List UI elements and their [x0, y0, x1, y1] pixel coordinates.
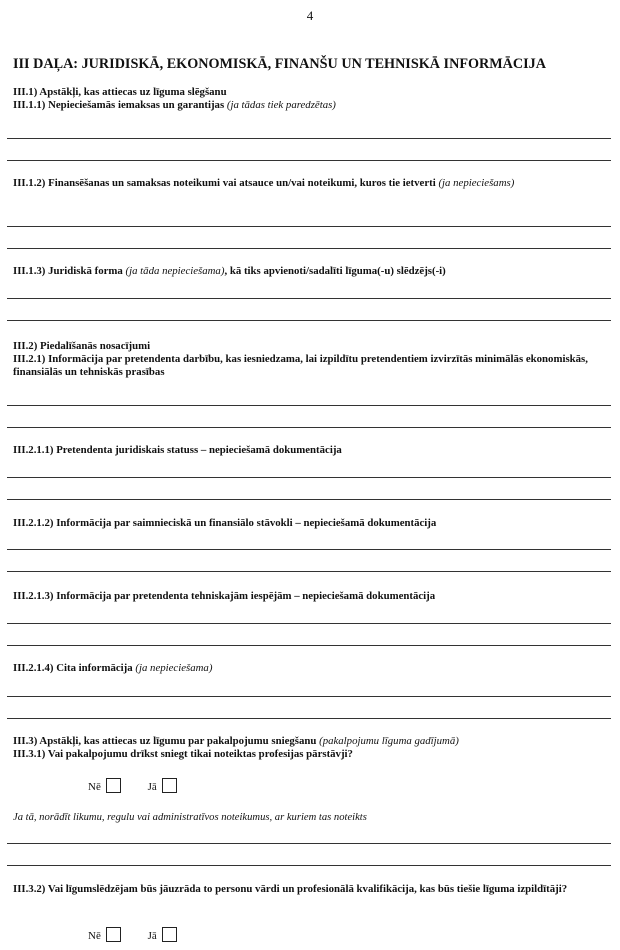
answer-line[interactable]: [7, 477, 611, 478]
section-III1-1-heading: III.1.1) Nepieciešamās iemaksas un garantijas (ja tādas tiek paredzētas): [13, 99, 336, 111]
answer-line[interactable]: [7, 696, 611, 697]
option-yes: Jā: [148, 927, 177, 942]
checkbox-yes[interactable]: [162, 778, 177, 793]
answer-line[interactable]: [7, 160, 611, 161]
option-no: Nē: [88, 778, 121, 793]
section-III2-heading: III.2) Piedalīšanās nosacījumi: [13, 340, 151, 352]
answer-line[interactable]: [7, 138, 611, 139]
answer-line[interactable]: [7, 571, 611, 572]
section-III1-heading: III.1) Apstākļi, kas attiecas uz līguma slēgšanu: [13, 86, 227, 98]
checkbox-no[interactable]: [106, 927, 121, 942]
III3-1-options: [88, 778, 177, 793]
section-III1-3-note: (ja tāda nepieciešama): [125, 265, 225, 277]
section-III3-1-hint: Ja tā, norādīt likumu, regulu vai administratīvos noteikumus, ar kuriem tas noteikts: [13, 812, 367, 823]
option-no: Nē: [88, 927, 121, 942]
section-III2-1-1-heading: III.2.1.1) Pretendenta juridiskais statuss – nepieciešamā dokumentācija: [13, 444, 342, 456]
part-title: III DAĻA: JURIDISKĀ, EKONOMISKĀ, FINANŠU UN TEHNISKĀ INFORMĀCIJA: [13, 56, 547, 72]
section-III1-2-note: (ja nepieciešams): [438, 177, 515, 189]
III3-2-options: [88, 927, 177, 942]
answer-line[interactable]: [7, 320, 611, 321]
section-III2-1-2-heading: III.2.1.2) Informācija par saimnieciskā un finansiālo stāvokli – nepieciešamā dokumentācija: [13, 517, 437, 529]
section-III1-2-heading: III.1.2) Finansēšanas un samaksas noteikumi vai atsauce un/vai noteikumi, kuros tie ietverti (ja nepieciešams): [13, 177, 515, 189]
checkbox-yes[interactable]: [162, 927, 177, 942]
answer-line[interactable]: [7, 405, 611, 406]
section-III3-1-heading: III.3.1) Vai pakalpojumu drīkst sniegt tikai noteiktas profesijas pārstāvji?: [13, 748, 353, 760]
section-III3-heading: III.3) Apstākļi, kas attiecas uz līgumu par pakalpojumu sniegšanu (pakalpojumu līguma gadījumā): [13, 735, 459, 747]
section-III2-1-4-note: (ja nepieciešama): [135, 662, 213, 674]
answer-line[interactable]: [7, 499, 611, 500]
section-III1-1-note: (ja tādas tiek paredzētas): [226, 99, 336, 111]
answer-line[interactable]: [7, 843, 611, 844]
answer-line[interactable]: [7, 645, 611, 646]
section-III1-3-heading: III.1.3) Juridiskā forma (ja tāda nepieciešama), kā tiks apvienoti/sadalīti līguma(-u) slēdzējs(-i): [13, 265, 446, 277]
page-number: 4: [306, 8, 314, 23]
section-III3-2-heading: III.3.2) Vai līgumslēdzējam būs jāuzrāda to personu vārdi un profesionālā kvalifikācija, kas būs tiešie līguma izpildītāji?: [13, 883, 568, 895]
answer-line[interactable]: [7, 623, 611, 624]
section-III3-note: (pakalpojumu līguma gadījumā): [319, 735, 459, 747]
answer-line[interactable]: [7, 298, 611, 299]
answer-line[interactable]: [7, 865, 611, 866]
section-III2-1-4-heading: III.2.1.4) Cita informācija (ja nepieciešama): [13, 662, 213, 674]
option-yes: Jā: [148, 778, 177, 793]
answer-line[interactable]: [7, 549, 611, 550]
answer-line[interactable]: [7, 427, 611, 428]
section-III2-1-heading: III.2.1) Informācija par pretendenta darbību, kas iesniedzama, lai izpildītu pretendentiem izvirzītās minimālās ekonomiskās, finansiālās un tehniskās prasības: [13, 353, 588, 378]
section-III2-1-3-heading: III.2.1.3) Informācija par pretendenta tehniskajām iespējām – nepieciešamā dokumentācija: [13, 590, 436, 602]
answer-line[interactable]: [7, 248, 611, 249]
answer-line[interactable]: [7, 226, 611, 227]
answer-line[interactable]: [7, 718, 611, 719]
checkbox-no[interactable]: [106, 778, 121, 793]
